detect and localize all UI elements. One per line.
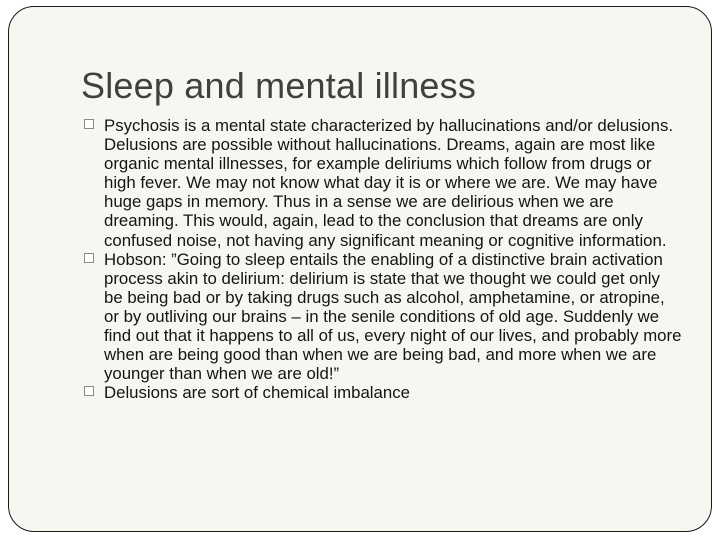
- square-bullet-icon: [84, 253, 94, 263]
- bullet-text: Delusions are sort of chemical imbalance: [104, 383, 410, 403]
- bullet-text: Hobson: ”Going to sleep entails the enabling of a distinctive brain activation process akin to delirium: delirium is state that we thought we could get only be being bad or by taking drugs such as alcohol, amphetamine, or atropine, or by outliving our brains – in the senile conditions of old age. Suddenly we find out that it happens to all of us, every night of our lives, and probably more when are being good than when we are being bad, and more when we are younger than when we are old!”: [104, 249, 682, 384]
- bullet-text: Psychosis is a mental state characterized by hallucinations and/or delusions. Delusions are possible without hallucinations. Dreams, again are most like organic mental illnesses, for example deliriums which follow from drugs or high fever. We may not know what day it is or where we are. We may have huge gaps in memory. Thus in a sense we are delirious when we are dreaming. This would, again, lead to the conclusion that dreams are only confused noise, not having any significant meaning or cognitive information.: [104, 116, 673, 250]
- bullet-item-psychosis: [83, 116, 683, 250]
- square-bullet-icon: [84, 386, 94, 396]
- bullet-item-hobson: [83, 250, 683, 384]
- square-bullet-icon: [84, 119, 94, 129]
- slide: [8, 6, 712, 532]
- bullet-list: [83, 116, 683, 402]
- bullet-item-delusions: [83, 383, 683, 402]
- slide-title: Sleep and mental illness: [81, 65, 477, 106]
